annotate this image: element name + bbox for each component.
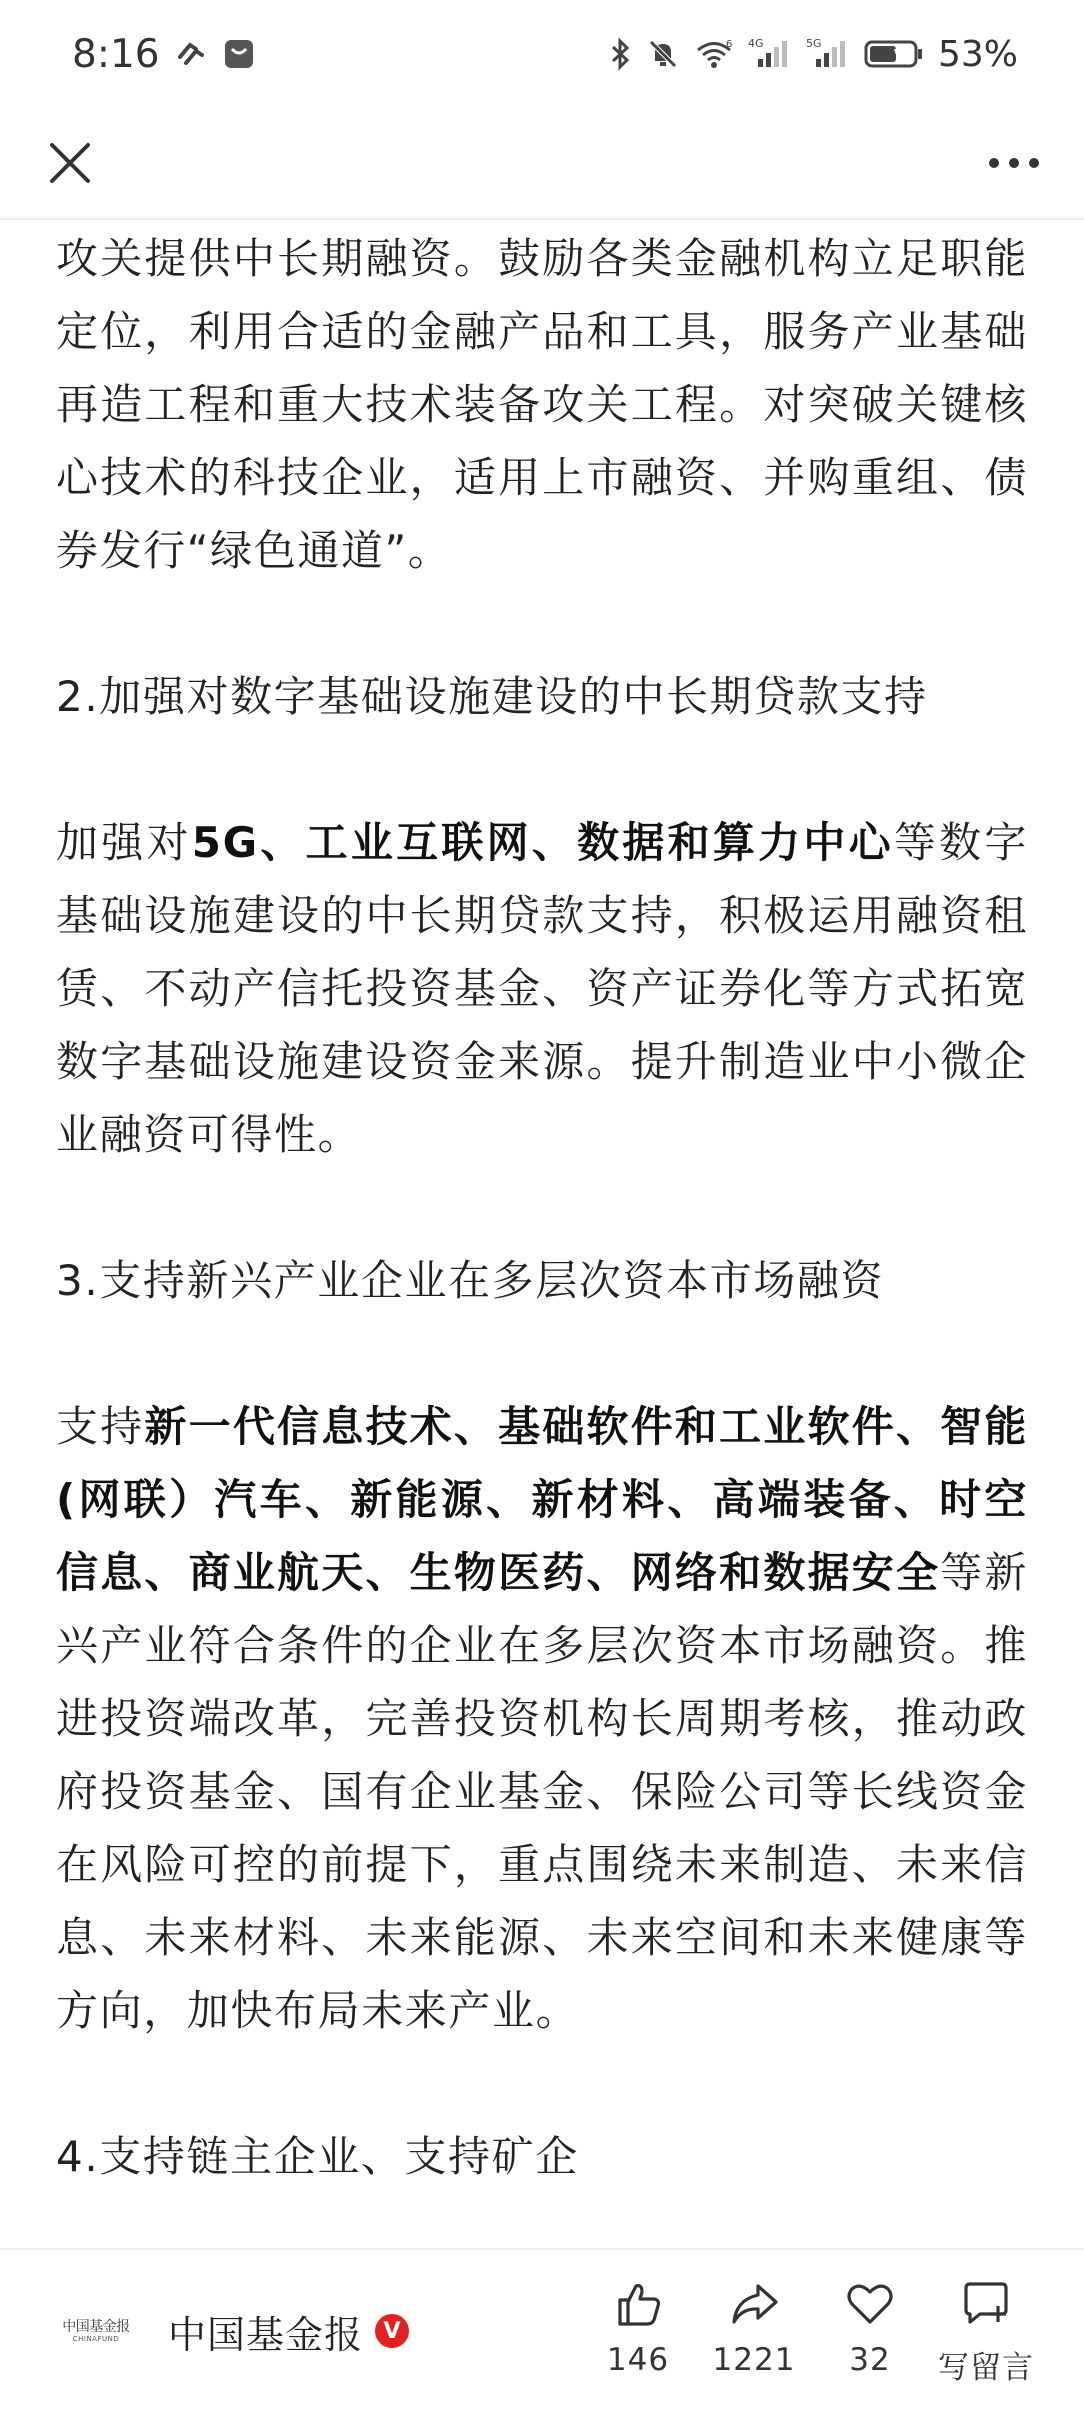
comment-add-icon xyxy=(958,2276,1014,2332)
paragraph-text: 支持 xyxy=(56,1402,145,1451)
share-icon xyxy=(726,2276,782,2332)
status-right xyxy=(610,34,1018,75)
app-notification-icon xyxy=(222,37,256,71)
paragraph-text: 加强对 xyxy=(56,818,192,867)
wifi-icon xyxy=(694,37,734,71)
action-group xyxy=(580,2276,1044,2387)
net2-label: 4G xyxy=(747,37,764,50)
logo-sub-text: CHINAFUND xyxy=(72,2334,120,2343)
article-section-heading: 4.支持链主企业、支持矿企 xyxy=(56,2132,579,2181)
source-name[interactable]: 中国基金报 xyxy=(168,2312,364,2357)
net3-label: 5G xyxy=(805,37,822,50)
bottom-action-bar xyxy=(0,2248,1084,2412)
thumbs-up-icon xyxy=(610,2276,666,2332)
paragraph-bold-text: 5G、工业互联网、数据和算力中心 xyxy=(191,818,894,867)
article-paragraph xyxy=(56,806,1028,1171)
status-bar xyxy=(0,0,1084,108)
status-left xyxy=(72,32,256,77)
close-button[interactable] xyxy=(34,127,106,199)
article-paragraph xyxy=(56,1390,1028,2047)
paragraph-text: 等新兴产业符合条件的企业在多层次资本市场融资。推进投资端改革，完善投资机构长周期考核，推动政府投资基金、国有企业基金、保险公司等长线资金在风险可控的前提下，重点围绕未来制造、未来信息、未来材料、未来能源、未来空间和未来健康等方向，加快布局未来产业。 xyxy=(56,1548,1028,2035)
logo-main-text: 中国基金报 xyxy=(62,2318,130,2335)
write-comment-button[interactable] xyxy=(928,2276,1044,2387)
write-comment-label: 写留言 xyxy=(938,2349,1034,2386)
article-body xyxy=(0,222,1084,2246)
article-paragraph: 攻关提供中长期融资。鼓励各类金融机构立足职能定位，利用合适的金融产品和工具，服务产业基础再造工程和重大技术装备攻关工程。对突破关键核心技术的科技企业，适用上市融资、并购重组、债券发行“绿色通道”。 xyxy=(56,234,1028,575)
source-logo[interactable] xyxy=(56,2314,136,2348)
share-count: 1221 xyxy=(712,2341,796,2378)
status-time: 8:16 xyxy=(72,31,160,77)
signal-4g-icon xyxy=(748,37,792,71)
paragraph-bold-text: 新一代信息技术、基础软件和工业软件、智能(网联）汽车、新能源、新材料、高端装备、时空信息、商业航天、生物医药、网络和数据安全 xyxy=(56,1402,1028,1597)
silent-bell-icon xyxy=(646,37,680,71)
verified-badge: V xyxy=(375,2314,409,2348)
battery-icon xyxy=(864,37,924,71)
article-section-heading: 3.支持新兴产业企业在多层次资本市场融资 xyxy=(56,1256,885,1305)
like-count: 146 xyxy=(606,2341,670,2378)
more-dots-icon xyxy=(986,155,1042,171)
heart-icon xyxy=(842,2276,898,2332)
like-button[interactable] xyxy=(580,2276,696,2387)
favorite-button[interactable] xyxy=(812,2276,928,2387)
net1-label: 6 xyxy=(725,39,733,50)
favorite-count: 32 xyxy=(849,2341,891,2378)
signal-5g-icon xyxy=(806,37,850,71)
article-section-heading: 2.加强对数字基础设施建设的中长期贷款支持 xyxy=(56,672,928,721)
close-icon xyxy=(48,141,92,185)
sync-icon xyxy=(174,37,208,71)
top-nav-bar xyxy=(0,108,1084,220)
share-button[interactable] xyxy=(696,2276,812,2387)
bluetooth-icon xyxy=(610,37,632,71)
paragraph-text: 等数字基础设施建设的中长期贷款支持，积极运用融资租赁、不动产信托投资基金、资产证券化等方式拓宽数字基础设施建设资金来源。提升制造业中小微企业融资可得性。 xyxy=(56,818,1028,1159)
battery-percent: 53% xyxy=(937,33,1018,75)
more-options-button[interactable] xyxy=(978,127,1050,199)
